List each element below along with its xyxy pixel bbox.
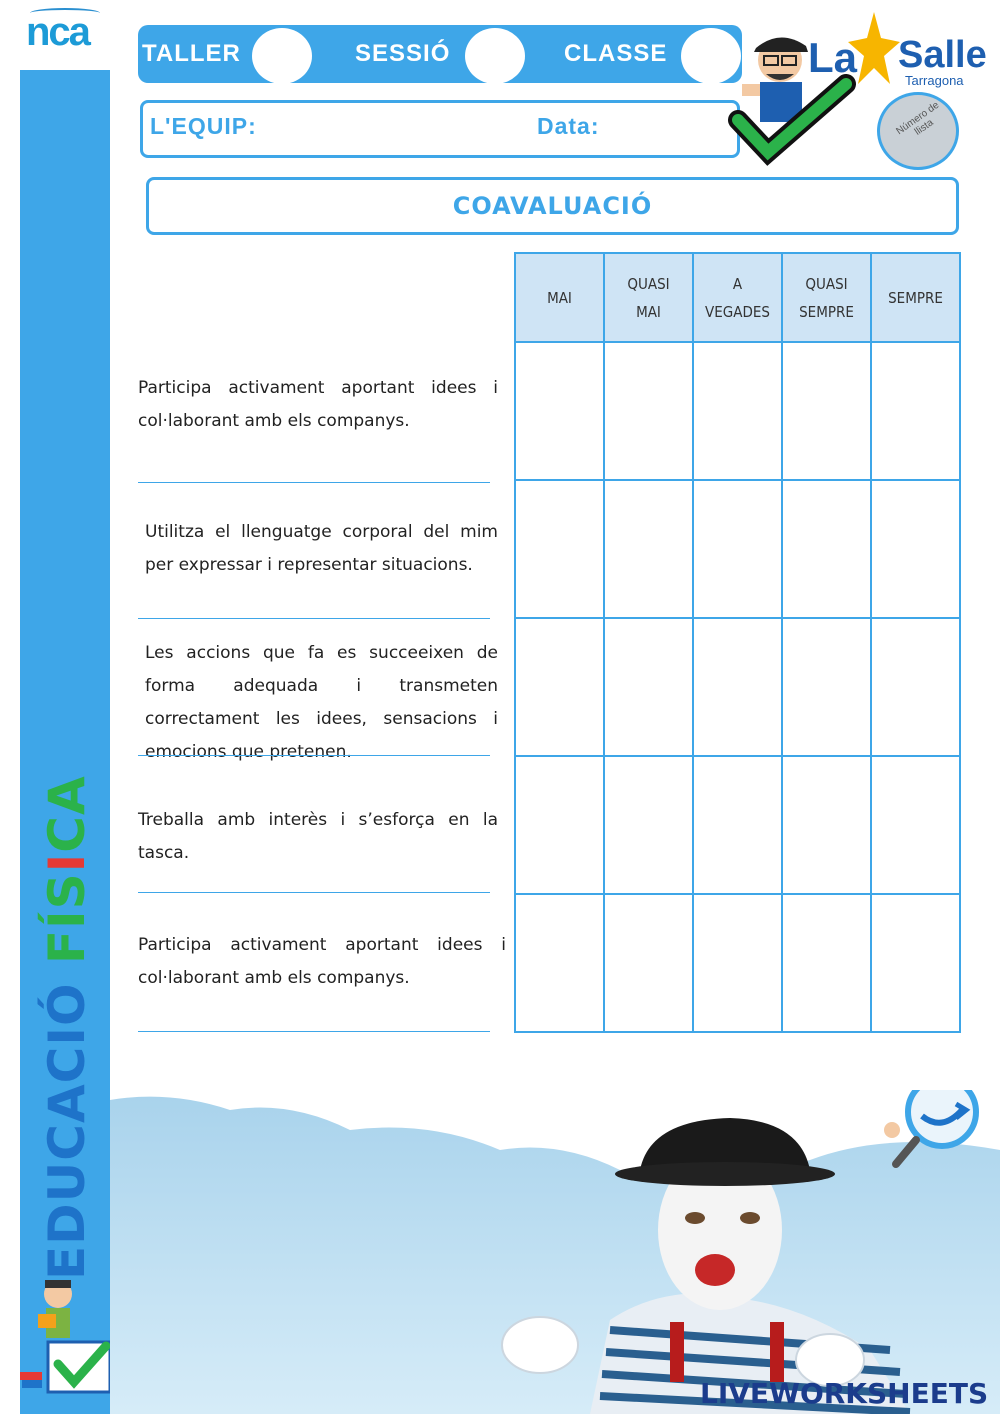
rating-cell[interactable] [782,480,871,618]
column-header-sempre [871,253,960,342]
rating-cell[interactable] [515,480,604,618]
rating-cell[interactable] [515,756,604,894]
table-row [515,342,960,480]
rating-cell[interactable] [604,480,693,618]
rating-cell[interactable] [604,894,693,1032]
column-header-quasi-mai [604,253,693,342]
criterion-divider [138,482,490,483]
subject-word-2e: CA [38,775,96,853]
rating-cell[interactable] [693,756,782,894]
sessio-label: SESSIÓ [355,40,451,67]
date-label: Data: [537,113,600,139]
classe-label: CLASSE [564,40,668,67]
rating-cell[interactable] [604,342,693,480]
student-check-illustration [18,1272,118,1397]
grid-header-row [515,253,960,342]
rating-cell[interactable] [782,342,871,480]
rating-cell[interactable] [782,756,871,894]
rating-cell[interactable] [782,618,871,756]
subject-word-2d: I [38,852,96,873]
criterion-4: Treballa amb interès i s’esforça en la tasca. [138,810,498,863]
rating-cell[interactable] [871,618,960,756]
criterion-2: Utilitza el llenguatge corporal del mim per expressar i representar situacions. [145,522,498,575]
col-1-line1: QUASI [627,274,670,293]
rating-cell[interactable] [604,756,693,894]
page-title: COAVALUACIÓ [452,192,653,220]
nca-logo: nca [26,10,89,54]
subject-word-2 [38,775,96,964]
mime-photo-banner [110,1090,1000,1414]
rating-cell[interactable] [871,756,960,894]
team-label: L'EQUIP: [150,113,257,139]
col-3-line2: SEMPRE [799,302,854,321]
evaluation-grid [514,252,961,1033]
table-row [515,618,960,756]
table-row [515,756,960,894]
subject-word-2c: S [38,872,96,910]
subject-word-2a: F [38,928,96,965]
subject-word-1: EDUCACIÓ [38,982,96,1280]
taller-label: TALLER [142,40,241,67]
rating-cell[interactable] [693,342,782,480]
rating-cell[interactable] [693,480,782,618]
criterion-divider [138,618,490,619]
school-logo-salle: Salle [898,34,987,76]
school-logo-la: La [808,34,858,81]
col-3-line1: QUASI [805,274,848,293]
title-box [146,177,959,235]
col-2-line1: A [732,274,743,293]
criterion-1: Participa activament aportant idees i col·laborant amb els companys. [138,378,498,431]
criterion-3: Les accions que fa es succeeixen de forma adequada i transmeten correctament les idees, sensacions i emocions que pretenen. [145,643,498,762]
column-header-a-vegades [693,253,782,342]
col-4-line1: SEMPRE [888,288,943,307]
rating-cell[interactable] [604,618,693,756]
rating-cell[interactable] [515,894,604,1032]
column-header-mai [515,253,604,342]
table-row [515,480,960,618]
rating-cell[interactable] [693,894,782,1032]
criterion-divider [138,892,490,893]
subject-word-2b: Í [38,909,96,929]
sessio-input[interactable] [465,28,525,84]
col-1-line2: MAI [636,302,661,321]
col-0-line1: MAI [547,288,572,307]
rating-cell[interactable] [871,342,960,480]
taller-input[interactable] [252,28,312,84]
criterion-divider [138,755,490,756]
rating-cell[interactable] [515,618,604,756]
rating-cell[interactable] [515,342,604,480]
rating-cell[interactable] [693,618,782,756]
rating-cell[interactable] [871,480,960,618]
criterion-5: Participa activament aportant idees i col·laborant amb els companys. [138,935,506,988]
rating-cell[interactable] [871,894,960,1032]
list-number-label: Número de llista [894,99,942,138]
criterion-divider [138,1031,490,1032]
school-logo-city: Tarragona [905,73,964,88]
subject-title [38,775,96,1280]
table-row [515,894,960,1032]
footer-brand: LIVEWORKSHEETS [700,1377,989,1410]
rating-cell[interactable] [782,894,871,1032]
column-header-quasi-sempre [782,253,871,342]
col-2-line2: VEGADES [705,302,770,321]
